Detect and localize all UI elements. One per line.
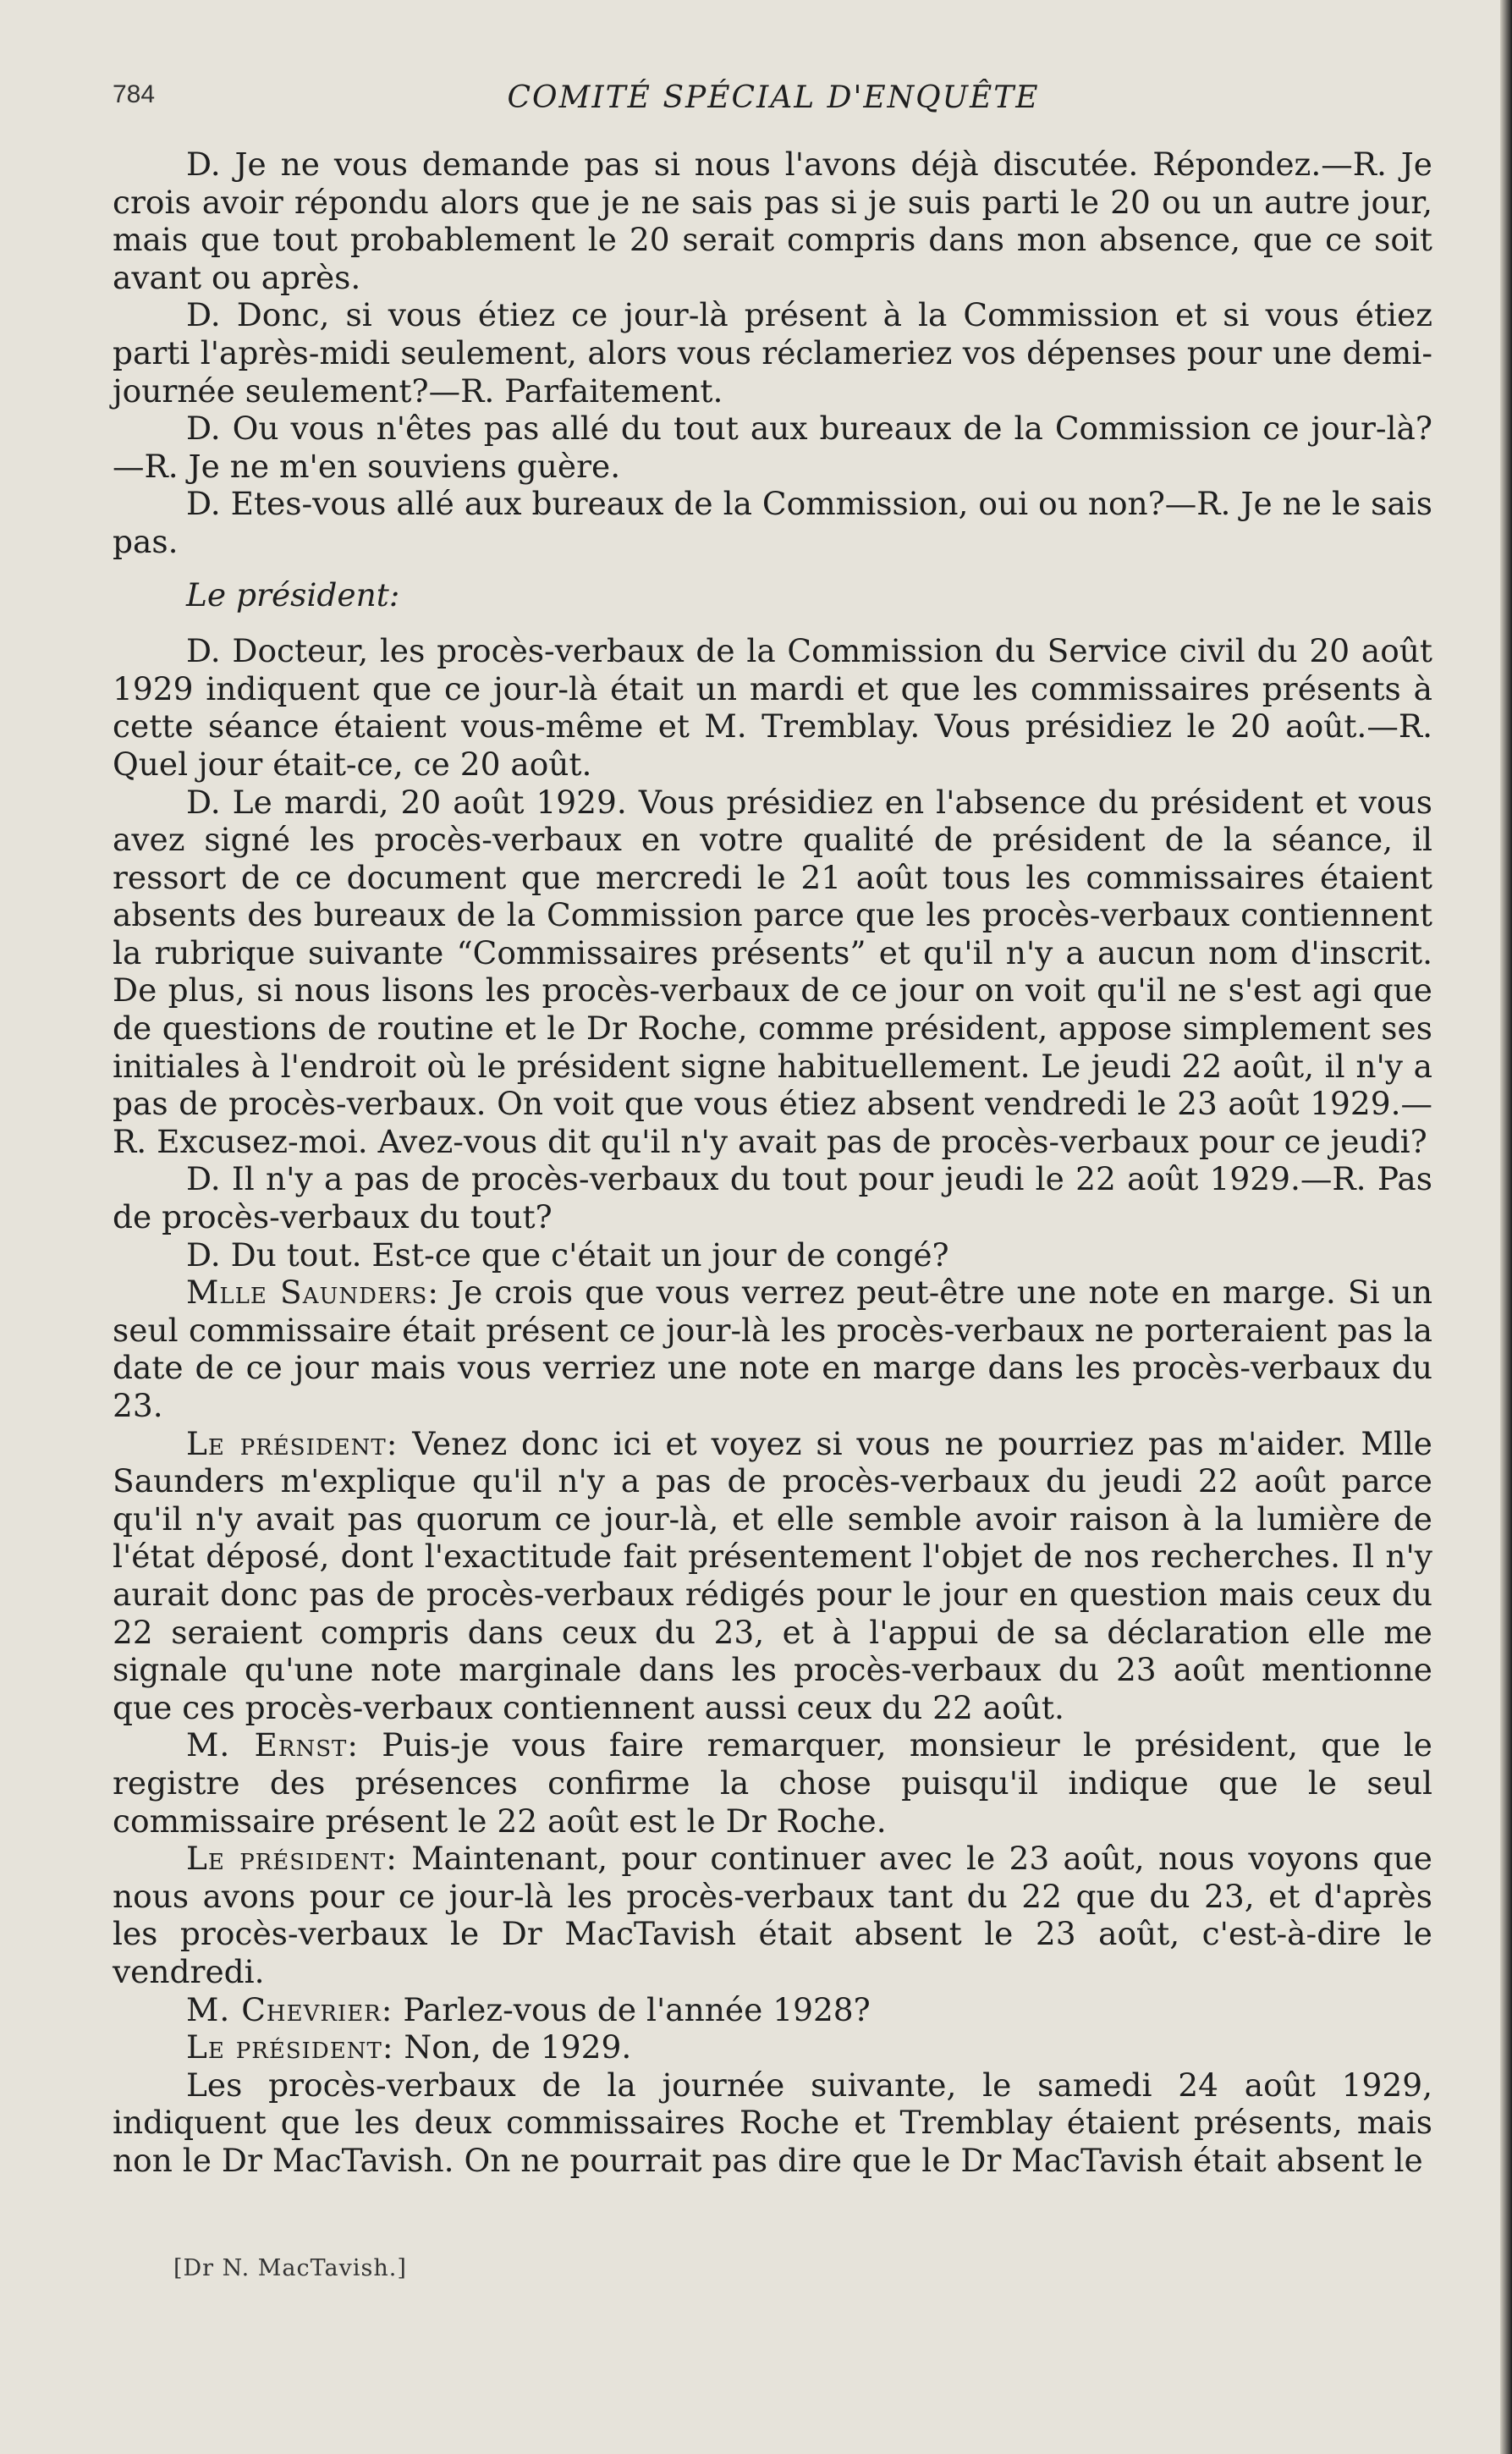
paragraph: D. Il n'y a pas de procès-verbaux du tout pour jeudi le 22 août 1929.—R. Pas de procès-verbaux du tout? bbox=[113, 1160, 1432, 1236]
speaker-name: Le président: bbox=[186, 2028, 394, 2066]
paragraph: D. Etes-vous allé aux bureaux de la Commission, oui ou non?—R. Je ne le sais pas. bbox=[113, 485, 1432, 560]
speaker-name: Le président: bbox=[186, 1840, 398, 1878]
speaker-paragraph bbox=[113, 2028, 1432, 2066]
paragraph: D. Ou vous n'êtes pas allé du tout aux bureaux de la Commission ce jour-là?—R. Je ne m'en souviens guère. bbox=[113, 410, 1432, 485]
page-number: 784 bbox=[113, 80, 156, 108]
speaker-paragraph bbox=[113, 1726, 1432, 1840]
speaker-paragraph bbox=[113, 1840, 1432, 1990]
speaker-text: Je crois que vous verrez peut-être une note en marge. Si un seul commissaire était présent ce jour-là les procès-verbaux ne porteraient pas la date de ce jour mais vous verriez une note en marge dans les procès-verbaux du 23. bbox=[113, 1274, 1432, 1424]
speaker-text: Puis-je vous faire remarquer, monsieur le président, que le registre des présences confirme la chose puisqu'il indique que le seul commissaire présent le 22 août est le Dr Roche. bbox=[113, 1726, 1432, 1840]
paragraph: D. Docteur, les procès-verbaux de la Commission du Service civil du 20 août 1929 indiquent que ce jour-là était un mardi et que les commissaires présents à cette séance étaient vous-même et M. Tremblay. Vous présidiez le 20 août.—R. Quel jour était-ce, ce 20 août. bbox=[113, 632, 1432, 783]
speaker-text: Maintenant, pour continuer avec le 23 août, nous voyons que nous avons pour ce jour-là les procès-verbaux tant du 22 que du 23, et d'après les procès-verbaux le Dr MacTavish était absent le 23 août, c'est-à-dire le vendredi. bbox=[113, 1840, 1432, 1990]
body-text bbox=[113, 146, 1432, 2179]
page-header bbox=[113, 80, 1434, 123]
witness-footer: [Dr N. MacTavish.] bbox=[173, 2255, 407, 2281]
paragraph: D. Du tout. Est-ce que c'était un jour de congé? bbox=[186, 1235, 949, 1274]
speaker-text: Venez donc ici et voyez si vous ne pourriez pas m'aider. Mlle Saunders m'explique qu'il n'y a pas de procès-verbaux du jeudi 22 août parce qu'il n'y avait pas quorum ce jour-là, et elle semble avoir raison à la lumière de l'état déposé, dont l'exactitude fait présentement l'objet de nos recherches. Il n'y aurait donc pas de procès-verbaux rédigés pour le jour en question mais ceux du 22 seraient compris dans ceux du 23, et à l'appui de sa déclaration elle me signale qu'une note marginale dans les procès-verbaux du 23 août mentionne que ces procès-verbaux contiennent aussi ceux du 22 août. bbox=[113, 1424, 1432, 1726]
section-heading: Le président: bbox=[186, 575, 400, 614]
paragraph: D. Je ne vous demande pas si nous l'avons déjà discutée. Répondez.—R. Je crois avoir répondu alors que je ne sais pas si je suis parti le 20 ou un autre jour, mais que tout probablement le 20 serait compris dans mon absence, que ce soit avant ou après. bbox=[113, 146, 1432, 296]
speaker-text: Non, de 1929. bbox=[393, 2028, 632, 2066]
speaker-name: Mlle Saunders: bbox=[186, 1274, 439, 1312]
speaker-paragraph bbox=[113, 1991, 1432, 2029]
speaker-name: Le président: bbox=[186, 1424, 399, 1462]
page-binding-edge bbox=[1500, 0, 1512, 2454]
speaker-text: Parlez-vous de l'année 1928? bbox=[393, 1990, 871, 2028]
speaker-paragraph bbox=[113, 1274, 1432, 1424]
speaker-name: M. Chevrier: bbox=[186, 1990, 393, 2028]
paragraph: D. Le mardi, 20 août 1929. Vous présidiez en l'absence du président et vous avez signé les procès-verbaux en votre qualité de président de la séance, il ressort de ce document que mercredi le 21 août tous les commissaires étaient absents des bureaux de la Commission parce que les procès-verbaux contiennent la rubrique suivante “Commissaires présents” et qu'il n'y a aucun nom d'inscrit. De plus, si nous lisons les procès-verbaux de ce jour on voit qu'il ne s'est agi que de questions de routine et le Dr Roche, comme président, appose simplement ses initiales à l'endroit où le président signe habituellement. Le jeudi 22 août, il n'y a pas de procès-verbaux. On voit que vous étiez absent vendredi le 23 août 1929.—R. Excusez-moi. Avez-vous dit qu'il n'y avait pas de procès-verbaux pour ce jeudi? bbox=[113, 783, 1432, 1160]
speaker-paragraph bbox=[113, 1425, 1432, 1727]
running-title: COMITÉ SPÉCIAL D'ENQUÊTE bbox=[507, 80, 1040, 115]
speaker-name: M. Ernst: bbox=[186, 1726, 360, 1764]
paragraph: D. Donc, si vous étiez ce jour-là présent à la Commission et si vous étiez parti l'après-midi seulement, alors vous réclameriez vos dépenses pour une demi-journée seulement?—R. Parfaitement. bbox=[113, 296, 1432, 410]
paragraph: Les procès-verbaux de la journée suivante, le samedi 24 août 1929, indiquent que les deux commissaires Roche et Tremblay étaient présents, mais non le Dr MacTavish. On ne pourrait pas dire que le Dr MacTavish était absent le bbox=[113, 2066, 1432, 2179]
